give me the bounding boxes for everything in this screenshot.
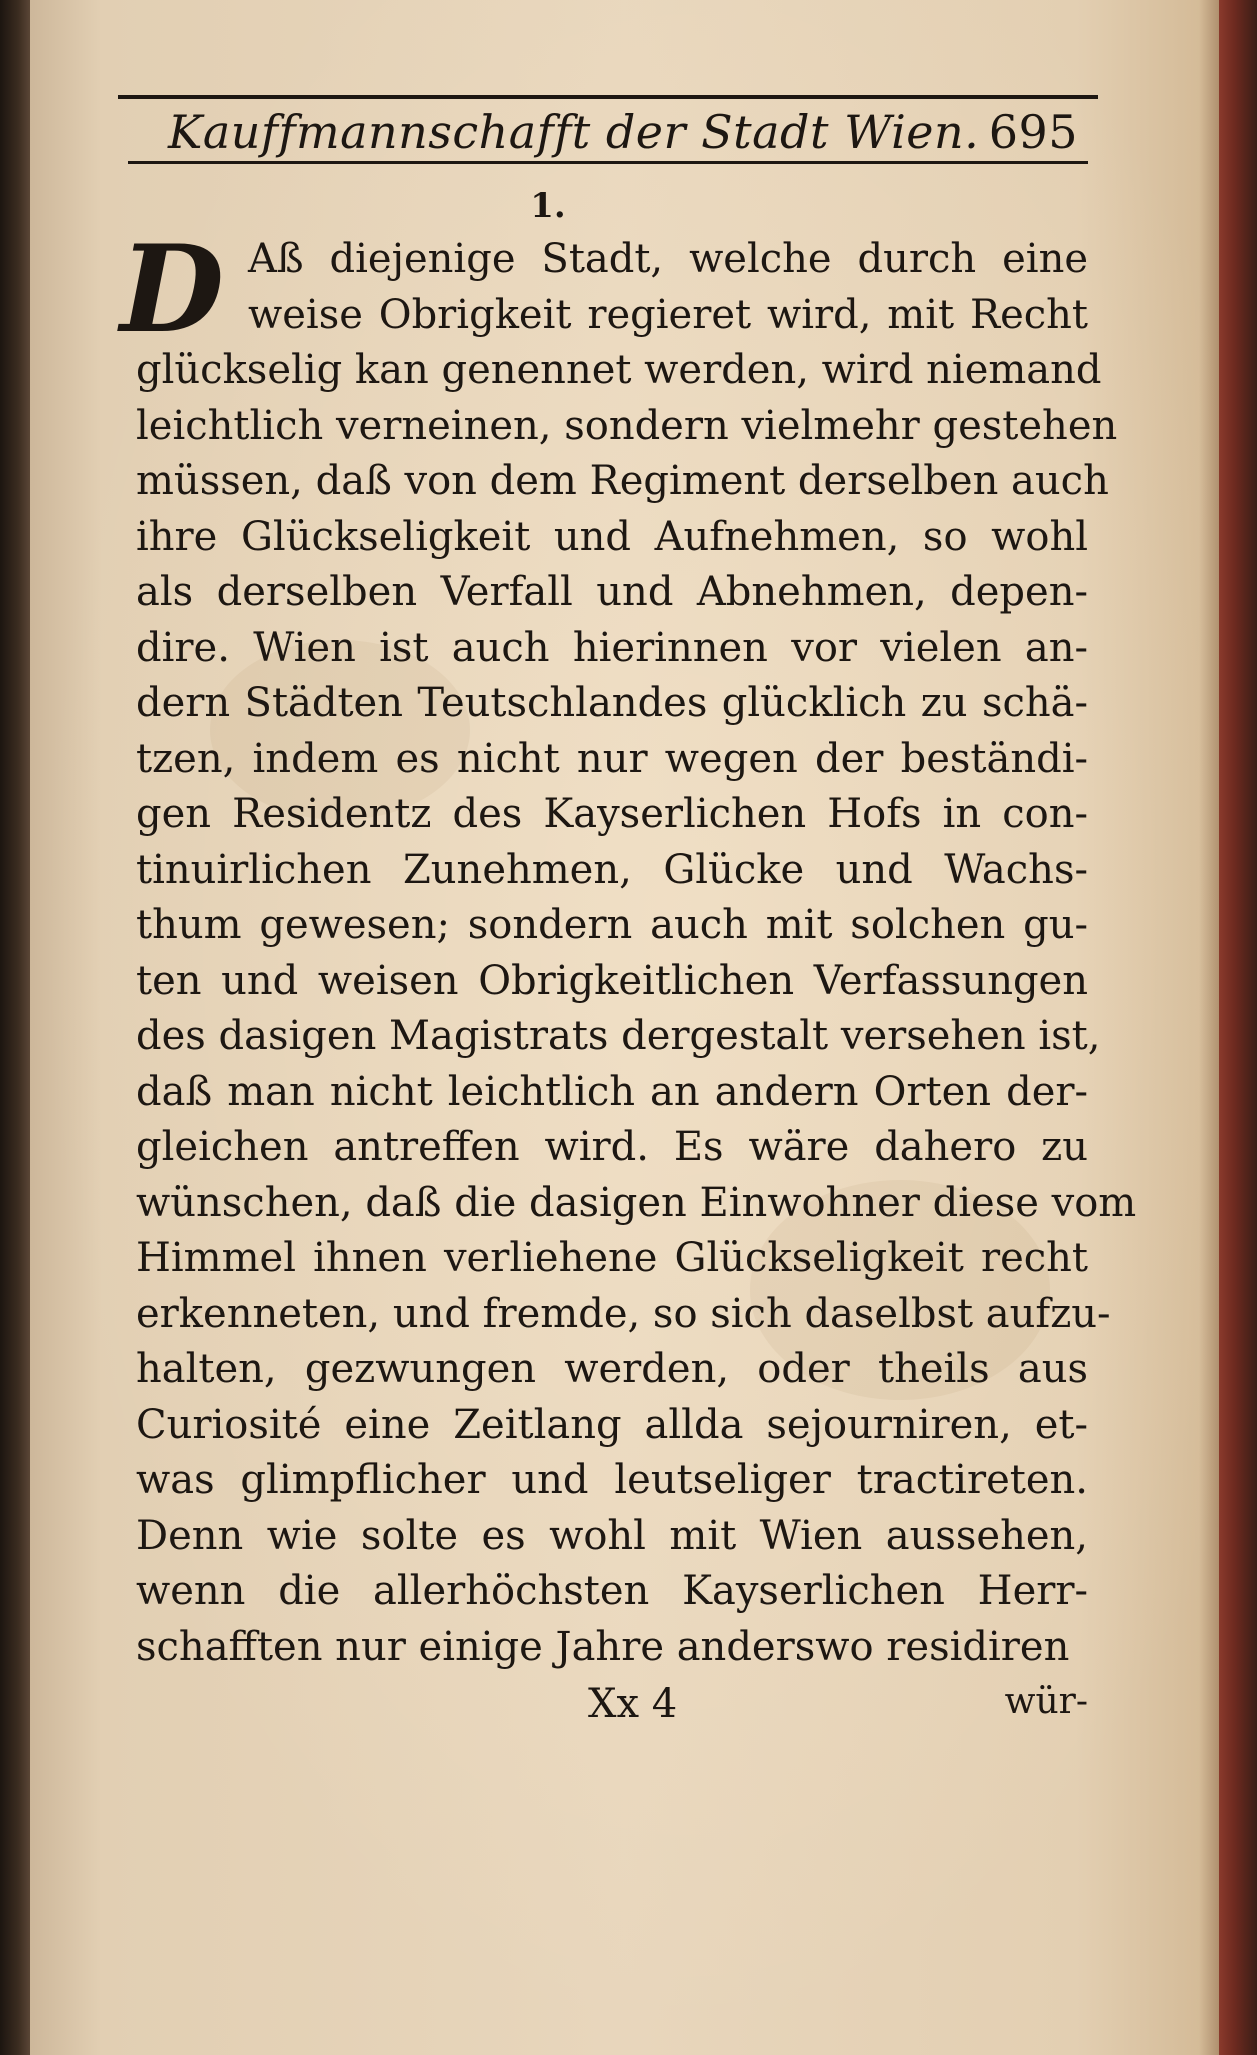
catchword: wür- <box>1004 1681 1088 1722</box>
text-line: gleichen antreffen wird. Es wäre dahero zu <box>136 1124 1088 1170</box>
section-number: 1. <box>530 186 566 226</box>
running-title: Kauffmannschafft der Stadt Wien. <box>168 105 980 159</box>
page-edge-shadow <box>1199 0 1219 2055</box>
left-book-cover <box>0 0 30 2055</box>
right-book-cover <box>1219 0 1257 2055</box>
text-line: tinuirlichen Zunehmen, Glücke und Wachs- <box>136 846 1088 893</box>
text-line: Denn wie solte es wohl mit Wien aussehen, <box>136 1512 1088 1559</box>
body-text <box>108 219 1137 1675</box>
text-line: des dasigen Magistrats dergestalt versehen ist, <box>136 1013 1101 1059</box>
text-line: Himmel ihnen verliehene Glückseligkeit recht <box>136 1235 1088 1281</box>
page-footer <box>108 1681 1098 1731</box>
text-line: schafften nur einige Jahre anderswo residiren <box>136 1623 1070 1670</box>
book-page <box>30 0 1219 2055</box>
page-number: 695 <box>988 105 1078 159</box>
text-line: als derselben Verfall und Abnehmen, depen- <box>136 569 1088 615</box>
text-line: gen Residentz des Kayserlichen Hofs in con- <box>136 791 1088 837</box>
text-line: was glimpflicher und leutseliger tractireten. <box>136 1457 1088 1503</box>
text-line: wünschen, daß die dasigen Einwohner diese vom <box>136 1179 1137 1226</box>
text-line: leichtlich verneinen, sondern vielmehr gestehen <box>136 402 1118 449</box>
text-line: tzen, indem es nicht nur wegen der beständi- <box>136 735 1088 782</box>
text-line: ihre Glückseligkeit und Aufnehmen, so wohl <box>136 513 1088 560</box>
text-line: erkenneten, und fremde, so sich daselbst aufzu- <box>136 1290 1111 1337</box>
text-line: Curiosité eine Zeitlang allda sejourniren, et- <box>136 1401 1088 1448</box>
drop-cap: D <box>119 219 225 360</box>
text-line: daß man nicht leichtlich an andern Orten der- <box>136 1068 1088 1115</box>
text-line: wenn die allerhöchsten Kayserlichen Herr- <box>136 1568 1088 1614</box>
text-line: Aß diejenige Stadt, welche durch eine <box>248 236 1088 282</box>
text-line: dern Städten Teutschlandes glücklich zu schä- <box>136 680 1088 726</box>
text-line: müssen, daß von dem Regiment derselben auch <box>136 458 1109 504</box>
text-line: weise Obrigkeit regieret wird, mit Recht <box>248 291 1088 338</box>
text-line: ten und weisen Obrigkeitlichen Verfassungen <box>136 957 1088 1004</box>
header-rule-bottom <box>128 161 1088 164</box>
text-line: dire. Wien ist auch hierinnen vor vielen an- <box>136 624 1088 671</box>
text-line: glückselig kan genennet werden, wird niemand <box>136 347 1102 393</box>
text-line: halten, gezwungen werden, oder theils aus <box>136 1346 1088 1392</box>
text-line: thum gewesen; sondern auch mit solchen gu- <box>136 902 1088 948</box>
signature-mark: Xx 4 <box>588 1681 678 1727</box>
page-content <box>108 95 1137 1731</box>
running-header <box>108 99 1098 161</box>
